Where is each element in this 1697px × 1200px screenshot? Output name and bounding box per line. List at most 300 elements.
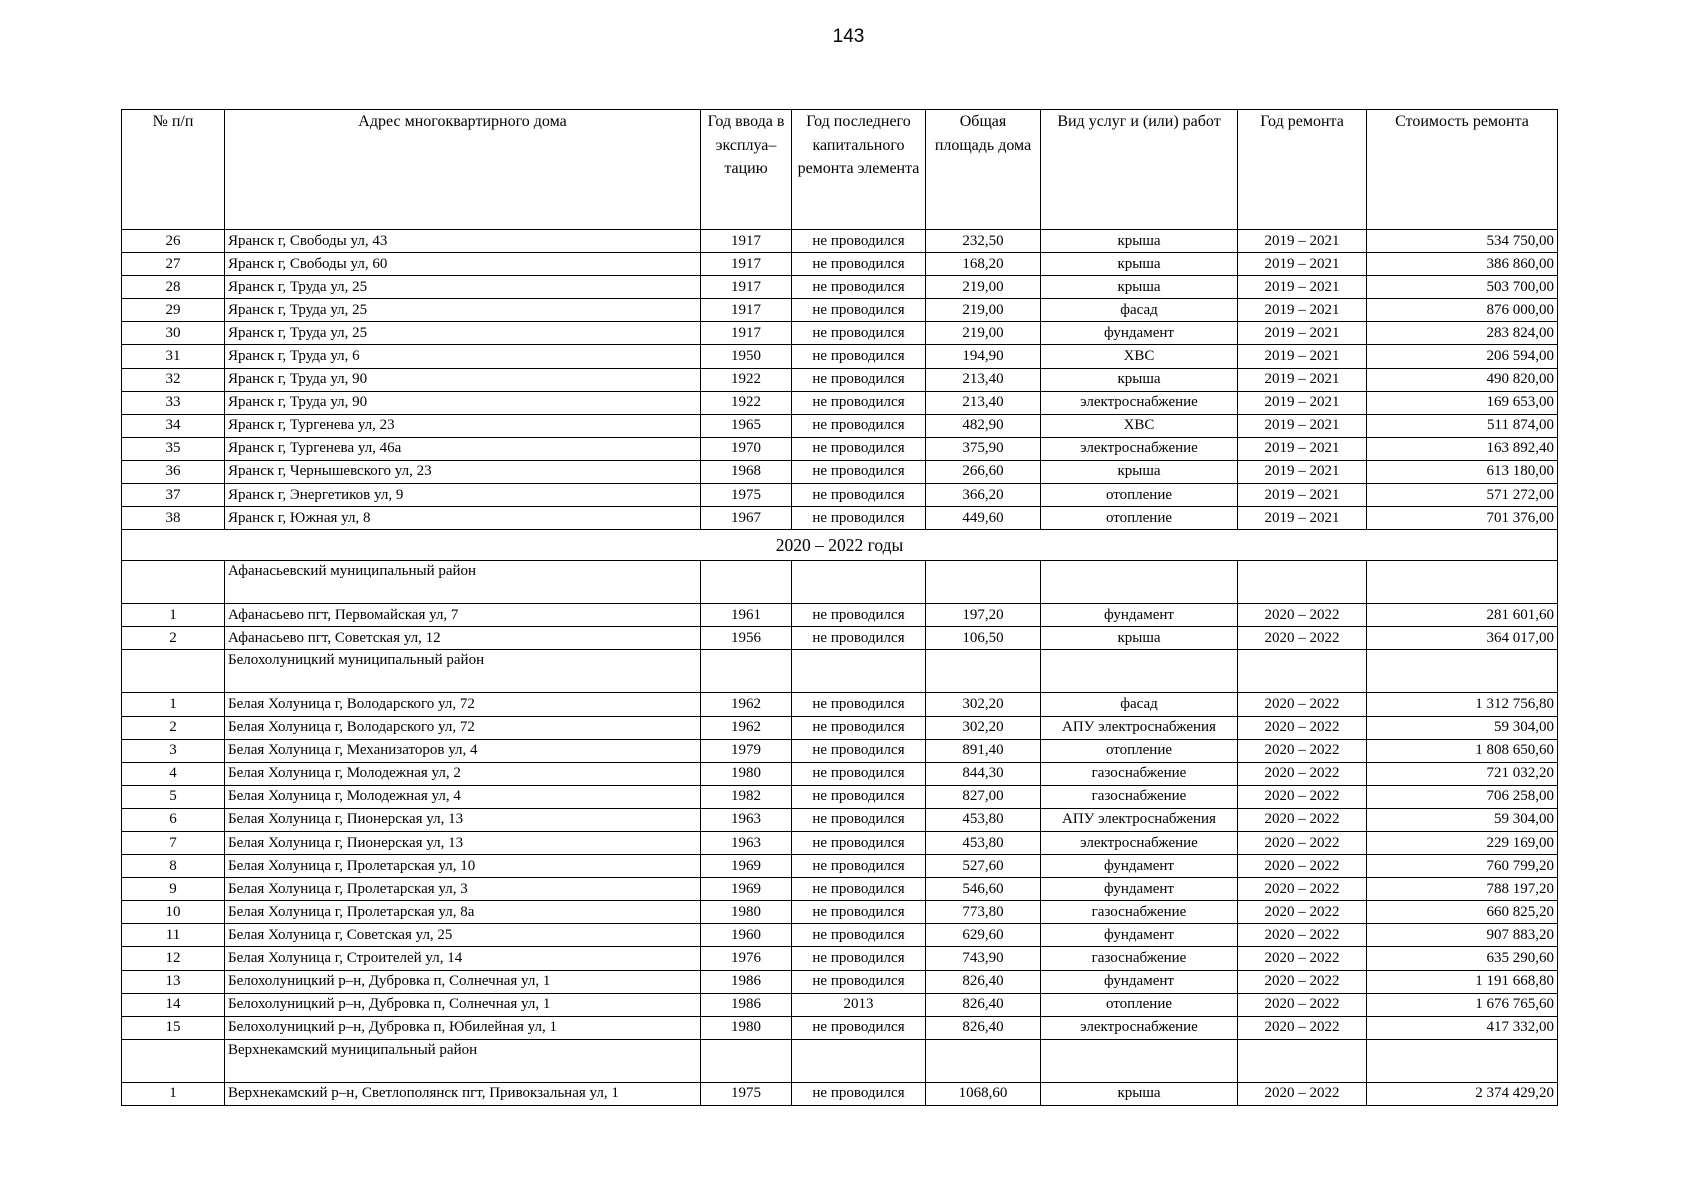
cell-cost: 2 374 429,20 bbox=[1367, 1082, 1558, 1105]
cell-address: Яранск г, Свободы ул, 60 bbox=[225, 253, 701, 276]
cell-area: 197,20 bbox=[926, 604, 1041, 627]
table-row bbox=[122, 437, 1558, 460]
cell-year-last-repair: не проводился bbox=[792, 391, 926, 414]
cell-address: Белая Холуница г, Пионерская ул, 13 bbox=[225, 831, 701, 854]
table-row bbox=[122, 627, 1558, 650]
cell-num: 3 bbox=[122, 739, 225, 762]
cell-repair-year: 2019 – 2021 bbox=[1238, 460, 1367, 483]
cell-service: фундамент bbox=[1041, 604, 1238, 627]
period-heading: 2020 – 2022 годы bbox=[122, 530, 1558, 561]
table-row bbox=[122, 901, 1558, 924]
cell-cost: 760 799,20 bbox=[1367, 855, 1558, 878]
cell-address: Белохолуницкий р–н, Дубровка п, Солнечная ул, 1 bbox=[225, 970, 701, 993]
table-row bbox=[122, 391, 1558, 414]
cell-repair-year: 2020 – 2022 bbox=[1238, 716, 1367, 739]
cell-year-commission: 1969 bbox=[701, 878, 792, 901]
cell-year-last-repair: не проводился bbox=[792, 299, 926, 322]
cell-cost: 706 258,00 bbox=[1367, 785, 1558, 808]
district-heading-row bbox=[122, 1039, 1558, 1082]
cell-cost: 660 825,20 bbox=[1367, 901, 1558, 924]
cell-year-last-repair: не проводился bbox=[792, 716, 926, 739]
cell-address: Белая Холуница г, Механизаторов ул, 4 bbox=[225, 739, 701, 762]
cell-area: 546,60 bbox=[926, 878, 1041, 901]
cell-year-commission: 1917 bbox=[701, 299, 792, 322]
cell-area: 106,50 bbox=[926, 627, 1041, 650]
cell-area: 827,00 bbox=[926, 785, 1041, 808]
cell-area: 375,90 bbox=[926, 437, 1041, 460]
cell-service: крыша bbox=[1041, 460, 1238, 483]
cell-num: 37 bbox=[122, 484, 225, 507]
cell-area: 302,20 bbox=[926, 716, 1041, 739]
cell-address: Яранск г, Труда ул, 90 bbox=[225, 391, 701, 414]
table-row bbox=[122, 762, 1558, 785]
cell-cost: 229 169,00 bbox=[1367, 831, 1558, 854]
cell-area: 527,60 bbox=[926, 855, 1041, 878]
cell-year-commission: 1969 bbox=[701, 855, 792, 878]
cell-address: Белая Холуница г, Молодежная ул, 4 bbox=[225, 785, 701, 808]
cell-area: 219,00 bbox=[926, 299, 1041, 322]
cell-area: 453,80 bbox=[926, 831, 1041, 854]
cell-year-commission: 1980 bbox=[701, 1016, 792, 1039]
cell-service: крыша bbox=[1041, 276, 1238, 299]
table-row bbox=[122, 785, 1558, 808]
cell-area: 194,90 bbox=[926, 345, 1041, 368]
cell-year-last-repair: не проводился bbox=[792, 831, 926, 854]
cell-area: 773,80 bbox=[926, 901, 1041, 924]
cell-service: фундамент bbox=[1041, 322, 1238, 345]
cell-repair-year: 2020 – 2022 bbox=[1238, 808, 1367, 831]
cell-year-commission: 1986 bbox=[701, 993, 792, 1016]
cell-service: фундамент bbox=[1041, 878, 1238, 901]
cell-repair-year: 2019 – 2021 bbox=[1238, 414, 1367, 437]
cell-cost: 635 290,60 bbox=[1367, 947, 1558, 970]
cell-service: электроснабжение bbox=[1041, 1016, 1238, 1039]
cell-address: Белая Холуница г, Володарского ул, 72 bbox=[225, 716, 701, 739]
cell-area: 743,90 bbox=[926, 947, 1041, 970]
cell-cost: 59 304,00 bbox=[1367, 716, 1558, 739]
empty-cell bbox=[122, 561, 225, 604]
header-num: № п/п bbox=[122, 110, 225, 230]
cell-cost: 571 272,00 bbox=[1367, 484, 1558, 507]
cell-address: Яранск г, Труда ул, 25 bbox=[225, 322, 701, 345]
cell-year-commission: 1950 bbox=[701, 345, 792, 368]
table-row bbox=[122, 693, 1558, 716]
cell-year-last-repair: не проводился bbox=[792, 970, 926, 993]
cell-area: 213,40 bbox=[926, 391, 1041, 414]
cell-year-last-repair: не проводился bbox=[792, 253, 926, 276]
cell-year-last-repair: не проводился bbox=[792, 855, 926, 878]
cell-address: Белая Холуница г, Пролетарская ул, 10 bbox=[225, 855, 701, 878]
empty-cell bbox=[701, 1039, 792, 1082]
empty-cell bbox=[122, 650, 225, 693]
cell-area: 1068,60 bbox=[926, 1082, 1041, 1105]
header-repair-year: Год ремонта bbox=[1238, 110, 1367, 230]
cell-service: крыша bbox=[1041, 368, 1238, 391]
cell-cost: 503 700,00 bbox=[1367, 276, 1558, 299]
cell-repair-year: 2019 – 2021 bbox=[1238, 299, 1367, 322]
cell-service: газоснабжение bbox=[1041, 947, 1238, 970]
cell-area: 219,00 bbox=[926, 276, 1041, 299]
table-row bbox=[122, 484, 1558, 507]
cell-address: Афанасьево пгт, Первомайская ул, 7 bbox=[225, 604, 701, 627]
cell-repair-year: 2020 – 2022 bbox=[1238, 1016, 1367, 1039]
header-year-last-repair: Год последнего капитального ремонта элемента bbox=[792, 110, 926, 230]
cell-service: фасад bbox=[1041, 693, 1238, 716]
cell-service: газоснабжение bbox=[1041, 762, 1238, 785]
cell-year-commission: 1917 bbox=[701, 276, 792, 299]
cell-repair-year: 2019 – 2021 bbox=[1238, 230, 1367, 253]
cell-num: 15 bbox=[122, 1016, 225, 1039]
table-row bbox=[122, 604, 1558, 627]
cell-service: отопление bbox=[1041, 739, 1238, 762]
cell-year-commission: 1982 bbox=[701, 785, 792, 808]
empty-cell bbox=[1041, 1039, 1238, 1082]
table-row bbox=[122, 1082, 1558, 1105]
cell-year-commission: 1963 bbox=[701, 808, 792, 831]
cell-service: крыша bbox=[1041, 627, 1238, 650]
table-body bbox=[122, 230, 1558, 1106]
cell-num: 6 bbox=[122, 808, 225, 831]
cell-num: 29 bbox=[122, 299, 225, 322]
empty-cell bbox=[792, 650, 926, 693]
cell-num: 33 bbox=[122, 391, 225, 414]
cell-area: 826,40 bbox=[926, 1016, 1041, 1039]
header-area: Общая площадь дома bbox=[926, 110, 1041, 230]
table-row bbox=[122, 739, 1558, 762]
cell-address: Яранск г, Труда ул, 25 bbox=[225, 276, 701, 299]
cell-num: 30 bbox=[122, 322, 225, 345]
table-row bbox=[122, 276, 1558, 299]
cell-service: фундамент bbox=[1041, 924, 1238, 947]
cell-num: 36 bbox=[122, 460, 225, 483]
period-heading-row bbox=[122, 530, 1558, 561]
cell-area: 302,20 bbox=[926, 693, 1041, 716]
cell-cost: 876 000,00 bbox=[1367, 299, 1558, 322]
cell-year-commission: 1975 bbox=[701, 1082, 792, 1105]
cell-year-commission: 1962 bbox=[701, 693, 792, 716]
cell-year-last-repair: не проводился bbox=[792, 230, 926, 253]
cell-num: 4 bbox=[122, 762, 225, 785]
empty-cell bbox=[701, 650, 792, 693]
cell-num: 9 bbox=[122, 878, 225, 901]
cell-year-last-repair: не проводился bbox=[792, 762, 926, 785]
cell-num: 1 bbox=[122, 1082, 225, 1105]
cell-cost: 169 653,00 bbox=[1367, 391, 1558, 414]
cell-address: Белая Холуница г, Пролетарская ул, 8а bbox=[225, 901, 701, 924]
empty-cell bbox=[926, 1039, 1041, 1082]
cell-year-commission: 1976 bbox=[701, 947, 792, 970]
table-row bbox=[122, 970, 1558, 993]
cell-address: Белая Холуница г, Пионерская ул, 13 bbox=[225, 808, 701, 831]
cell-num: 14 bbox=[122, 993, 225, 1016]
cell-service: отопление bbox=[1041, 507, 1238, 530]
cell-num: 2 bbox=[122, 716, 225, 739]
table-row bbox=[122, 460, 1558, 483]
cell-repair-year: 2019 – 2021 bbox=[1238, 276, 1367, 299]
table-row bbox=[122, 507, 1558, 530]
empty-cell bbox=[1238, 1039, 1367, 1082]
cell-num: 35 bbox=[122, 437, 225, 460]
cell-cost: 163 892,40 bbox=[1367, 437, 1558, 460]
cell-cost: 907 883,20 bbox=[1367, 924, 1558, 947]
table-row bbox=[122, 414, 1558, 437]
cell-service: ХВС bbox=[1041, 414, 1238, 437]
cell-service: АПУ электроснабжения bbox=[1041, 808, 1238, 831]
cell-year-commission: 1963 bbox=[701, 831, 792, 854]
cell-year-last-repair: не проводился bbox=[792, 322, 926, 345]
cell-repair-year: 2020 – 2022 bbox=[1238, 901, 1367, 924]
cell-year-commission: 1917 bbox=[701, 230, 792, 253]
cell-num: 38 bbox=[122, 507, 225, 530]
cell-address: Белохолуницкий р–н, Дубровка п, Солнечная ул, 1 bbox=[225, 993, 701, 1016]
cell-cost: 1 312 756,80 bbox=[1367, 693, 1558, 716]
empty-cell bbox=[122, 1039, 225, 1082]
cell-year-commission: 1986 bbox=[701, 970, 792, 993]
header-service: Вид услуг и (или) работ bbox=[1041, 110, 1238, 230]
cell-repair-year: 2020 – 2022 bbox=[1238, 1082, 1367, 1105]
cell-num: 11 bbox=[122, 924, 225, 947]
cell-year-last-repair: не проводился bbox=[792, 808, 926, 831]
cell-year-commission: 1980 bbox=[701, 762, 792, 785]
cell-cost: 1 676 765,60 bbox=[1367, 993, 1558, 1016]
cell-service: крыша bbox=[1041, 253, 1238, 276]
cell-service: электроснабжение bbox=[1041, 391, 1238, 414]
cell-address: Яранск г, Тургенева ул, 23 bbox=[225, 414, 701, 437]
page-number: 143 bbox=[832, 26, 865, 47]
repair-schedule-table bbox=[121, 109, 1558, 1106]
cell-repair-year: 2019 – 2021 bbox=[1238, 253, 1367, 276]
header-year-commission: Год ввода в эксплуа–тацию bbox=[701, 110, 792, 230]
empty-cell bbox=[1238, 650, 1367, 693]
cell-year-commission: 1965 bbox=[701, 414, 792, 437]
empty-cell bbox=[1041, 650, 1238, 693]
cell-area: 453,80 bbox=[926, 808, 1041, 831]
cell-cost: 721 032,20 bbox=[1367, 762, 1558, 785]
cell-num: 8 bbox=[122, 855, 225, 878]
cell-cost: 613 180,00 bbox=[1367, 460, 1558, 483]
cell-service: электроснабжение bbox=[1041, 831, 1238, 854]
cell-area: 482,90 bbox=[926, 414, 1041, 437]
cell-year-last-repair: 2013 bbox=[792, 993, 926, 1016]
cell-repair-year: 2020 – 2022 bbox=[1238, 693, 1367, 716]
cell-year-last-repair: не проводился bbox=[792, 414, 926, 437]
cell-repair-year: 2020 – 2022 bbox=[1238, 878, 1367, 901]
cell-service: фундамент bbox=[1041, 970, 1238, 993]
cell-service: АПУ электроснабжения bbox=[1041, 716, 1238, 739]
cell-num: 34 bbox=[122, 414, 225, 437]
cell-repair-year: 2020 – 2022 bbox=[1238, 970, 1367, 993]
cell-address: Яранск г, Чернышевского ул, 23 bbox=[225, 460, 701, 483]
cell-service: отопление bbox=[1041, 993, 1238, 1016]
cell-service: электроснабжение bbox=[1041, 437, 1238, 460]
cell-cost: 788 197,20 bbox=[1367, 878, 1558, 901]
cell-year-last-repair: не проводился bbox=[792, 604, 926, 627]
cell-address: Яранск г, Труда ул, 6 bbox=[225, 345, 701, 368]
cell-address: Белая Холуница г, Пролетарская ул, 3 bbox=[225, 878, 701, 901]
table-row bbox=[122, 322, 1558, 345]
cell-repair-year: 2020 – 2022 bbox=[1238, 627, 1367, 650]
cell-repair-year: 2019 – 2021 bbox=[1238, 507, 1367, 530]
cell-service: ХВС bbox=[1041, 345, 1238, 368]
cell-cost: 534 750,00 bbox=[1367, 230, 1558, 253]
cell-area: 213,40 bbox=[926, 368, 1041, 391]
table-row bbox=[122, 878, 1558, 901]
table-header-row bbox=[122, 110, 1558, 230]
cell-address: Яранск г, Южная ул, 8 bbox=[225, 507, 701, 530]
empty-cell bbox=[926, 650, 1041, 693]
cell-repair-year: 2020 – 2022 bbox=[1238, 762, 1367, 785]
cell-repair-year: 2019 – 2021 bbox=[1238, 391, 1367, 414]
cell-cost: 490 820,00 bbox=[1367, 368, 1558, 391]
cell-area: 826,40 bbox=[926, 993, 1041, 1016]
cell-area: 629,60 bbox=[926, 924, 1041, 947]
header-address: Адрес многоквартирного дома bbox=[225, 110, 701, 230]
table-row bbox=[122, 924, 1558, 947]
cell-num: 28 bbox=[122, 276, 225, 299]
district-name: Афанасьевский муниципальный район bbox=[225, 561, 701, 604]
table-row bbox=[122, 831, 1558, 854]
cell-repair-year: 2019 – 2021 bbox=[1238, 345, 1367, 368]
cell-year-commission: 1961 bbox=[701, 604, 792, 627]
empty-cell bbox=[1041, 561, 1238, 604]
table-row bbox=[122, 947, 1558, 970]
table-row bbox=[122, 1016, 1558, 1039]
empty-cell bbox=[701, 561, 792, 604]
table-row bbox=[122, 855, 1558, 878]
cell-repair-year: 2020 – 2022 bbox=[1238, 831, 1367, 854]
cell-year-last-repair: не проводился bbox=[792, 627, 926, 650]
cell-address: Яранск г, Труда ул, 90 bbox=[225, 368, 701, 391]
cell-area: 219,00 bbox=[926, 322, 1041, 345]
cell-area: 891,40 bbox=[926, 739, 1041, 762]
cell-year-commission: 1922 bbox=[701, 391, 792, 414]
cell-num: 26 bbox=[122, 230, 225, 253]
cell-year-commission: 1960 bbox=[701, 924, 792, 947]
cell-service: фасад bbox=[1041, 299, 1238, 322]
cell-address: Белохолуницкий р–н, Дубровка п, Юбилейная ул, 1 bbox=[225, 1016, 701, 1039]
cell-num: 12 bbox=[122, 947, 225, 970]
cell-area: 449,60 bbox=[926, 507, 1041, 530]
cell-repair-year: 2020 – 2022 bbox=[1238, 855, 1367, 878]
cell-year-commission: 1956 bbox=[701, 627, 792, 650]
cell-num: 7 bbox=[122, 831, 225, 854]
cell-year-commission: 1979 bbox=[701, 739, 792, 762]
cell-service: фундамент bbox=[1041, 855, 1238, 878]
header-cost: Стоимость ремонта bbox=[1367, 110, 1558, 230]
district-name: Верхнекамский муниципальный район bbox=[225, 1039, 701, 1082]
cell-service: крыша bbox=[1041, 230, 1238, 253]
cell-repair-year: 2020 – 2022 bbox=[1238, 604, 1367, 627]
cell-area: 826,40 bbox=[926, 970, 1041, 993]
cell-num: 1 bbox=[122, 604, 225, 627]
cell-year-last-repair: не проводился bbox=[792, 924, 926, 947]
cell-cost: 281 601,60 bbox=[1367, 604, 1558, 627]
cell-address: Белая Холуница г, Советская ул, 25 bbox=[225, 924, 701, 947]
cell-num: 27 bbox=[122, 253, 225, 276]
cell-num: 31 bbox=[122, 345, 225, 368]
cell-address: Яранск г, Свободы ул, 43 bbox=[225, 230, 701, 253]
cell-address: Яранск г, Энергетиков ул, 9 bbox=[225, 484, 701, 507]
cell-repair-year: 2019 – 2021 bbox=[1238, 484, 1367, 507]
cell-address: Белая Холуница г, Строителей ул, 14 bbox=[225, 947, 701, 970]
table-row bbox=[122, 345, 1558, 368]
cell-year-commission: 1968 bbox=[701, 460, 792, 483]
cell-address: Верхнекамский р–н, Светлополянск пгт, Привокзальная ул, 1 bbox=[225, 1082, 701, 1105]
cell-service: газоснабжение bbox=[1041, 901, 1238, 924]
cell-cost: 701 376,00 bbox=[1367, 507, 1558, 530]
empty-cell bbox=[1367, 561, 1558, 604]
cell-year-last-repair: не проводился bbox=[792, 507, 926, 530]
cell-year-last-repair: не проводился bbox=[792, 785, 926, 808]
table-row bbox=[122, 716, 1558, 739]
cell-address: Яранск г, Тургенева ул, 46а bbox=[225, 437, 701, 460]
cell-year-last-repair: не проводился bbox=[792, 739, 926, 762]
cell-num: 1 bbox=[122, 693, 225, 716]
cell-address: Яранск г, Труда ул, 25 bbox=[225, 299, 701, 322]
empty-cell bbox=[1367, 1039, 1558, 1082]
cell-area: 266,60 bbox=[926, 460, 1041, 483]
cell-area: 844,30 bbox=[926, 762, 1041, 785]
empty-cell bbox=[792, 1039, 926, 1082]
cell-cost: 417 332,00 bbox=[1367, 1016, 1558, 1039]
cell-year-last-repair: не проводился bbox=[792, 1082, 926, 1105]
empty-cell bbox=[1238, 561, 1367, 604]
district-name: Белохолуницкий муниципальный район bbox=[225, 650, 701, 693]
cell-year-last-repair: не проводился bbox=[792, 693, 926, 716]
cell-num: 2 bbox=[122, 627, 225, 650]
cell-service: отопление bbox=[1041, 484, 1238, 507]
cell-year-last-repair: не проводился bbox=[792, 1016, 926, 1039]
cell-year-last-repair: не проводился bbox=[792, 484, 926, 507]
cell-repair-year: 2020 – 2022 bbox=[1238, 924, 1367, 947]
cell-year-last-repair: не проводился bbox=[792, 437, 926, 460]
cell-year-commission: 1917 bbox=[701, 253, 792, 276]
cell-repair-year: 2020 – 2022 bbox=[1238, 739, 1367, 762]
cell-year-commission: 1970 bbox=[701, 437, 792, 460]
cell-cost: 386 860,00 bbox=[1367, 253, 1558, 276]
empty-cell bbox=[926, 561, 1041, 604]
cell-year-commission: 1922 bbox=[701, 368, 792, 391]
table-row bbox=[122, 230, 1558, 253]
cell-year-last-repair: не проводился bbox=[792, 947, 926, 970]
cell-year-last-repair: не проводился bbox=[792, 460, 926, 483]
table-row bbox=[122, 808, 1558, 831]
cell-year-last-repair: не проводился bbox=[792, 368, 926, 391]
cell-year-last-repair: не проводился bbox=[792, 878, 926, 901]
cell-area: 366,20 bbox=[926, 484, 1041, 507]
cell-cost: 283 824,00 bbox=[1367, 322, 1558, 345]
cell-year-last-repair: не проводился bbox=[792, 901, 926, 924]
cell-year-commission: 1975 bbox=[701, 484, 792, 507]
cell-num: 32 bbox=[122, 368, 225, 391]
cell-repair-year: 2019 – 2021 bbox=[1238, 368, 1367, 391]
district-heading-row bbox=[122, 561, 1558, 604]
cell-num: 13 bbox=[122, 970, 225, 993]
cell-year-last-repair: не проводился bbox=[792, 345, 926, 368]
cell-address: Афанасьево пгт, Советская ул, 12 bbox=[225, 627, 701, 650]
cell-address: Белая Холуница г, Молодежная ул, 2 bbox=[225, 762, 701, 785]
cell-year-last-repair: не проводился bbox=[792, 276, 926, 299]
empty-cell bbox=[792, 561, 926, 604]
cell-repair-year: 2020 – 2022 bbox=[1238, 947, 1367, 970]
cell-cost: 1 191 668,80 bbox=[1367, 970, 1558, 993]
cell-service: газоснабжение bbox=[1041, 785, 1238, 808]
cell-repair-year: 2019 – 2021 bbox=[1238, 437, 1367, 460]
table-row bbox=[122, 993, 1558, 1016]
cell-repair-year: 2020 – 2022 bbox=[1238, 785, 1367, 808]
table-row bbox=[122, 253, 1558, 276]
cell-num: 5 bbox=[122, 785, 225, 808]
